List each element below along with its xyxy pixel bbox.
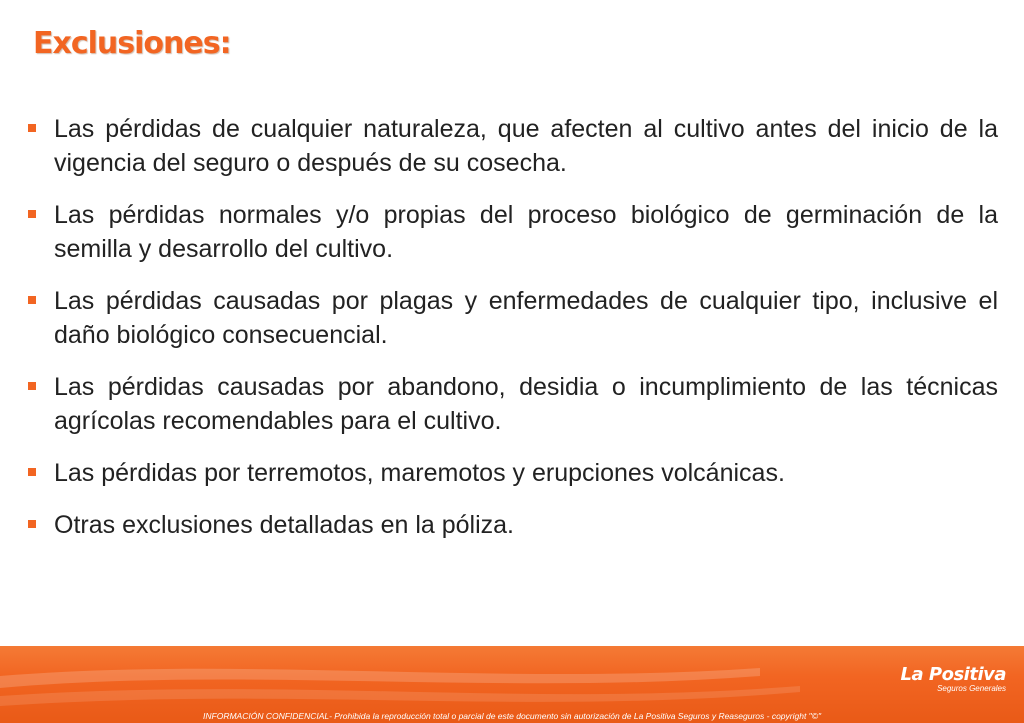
list-item	[24, 370, 998, 438]
square-bullet-icon	[28, 296, 36, 304]
list-item-text: Otras exclusiones detalladas en la póliza.	[54, 511, 514, 539]
list-item	[24, 112, 998, 180]
list-item	[24, 456, 998, 490]
square-bullet-icon	[28, 124, 36, 132]
list-item-text: Las pérdidas causadas por abandono, desidia o incumplimiento de las técnicas agrícolas recomendables para el cultivo.	[54, 373, 998, 435]
square-bullet-icon	[28, 210, 36, 218]
list-item	[24, 508, 998, 542]
company-logo	[901, 664, 1006, 693]
list-item-text: Las pérdidas de cualquier naturaleza, que afecten al cultivo antes del inicio de la vigencia del seguro o después de su cosecha.	[54, 115, 998, 177]
list-item-text: Las pérdidas por terremotos, maremotos y erupciones volcánicas.	[54, 459, 785, 487]
list-item	[24, 198, 998, 266]
logo-name: La Positiva	[900, 664, 1006, 685]
list-item-text: Las pérdidas normales y/o propias del proceso biológico de germinación de la semilla y desarrollo del cultivo.	[54, 201, 998, 263]
logo-tagline: Seguros Generales	[937, 684, 1006, 693]
square-bullet-icon	[28, 468, 36, 476]
slide-title: Exclusiones:	[33, 26, 231, 61]
confidentiality-note: INFORMACIÓN CONFIDENCIAL- Prohibida la reproducción total o parcial de este documento sin autorización de La Positiva Seguros y Reaseguros - copyright "©"	[203, 711, 821, 721]
list-item	[24, 284, 998, 352]
exclusions-list	[24, 112, 998, 560]
square-bullet-icon	[28, 520, 36, 528]
footer-band	[0, 646, 1024, 723]
list-item-text: Las pérdidas causadas por plagas y enfermedades de cualquier tipo, inclusive el daño biológico consecuencial.	[54, 287, 998, 349]
square-bullet-icon	[28, 382, 36, 390]
